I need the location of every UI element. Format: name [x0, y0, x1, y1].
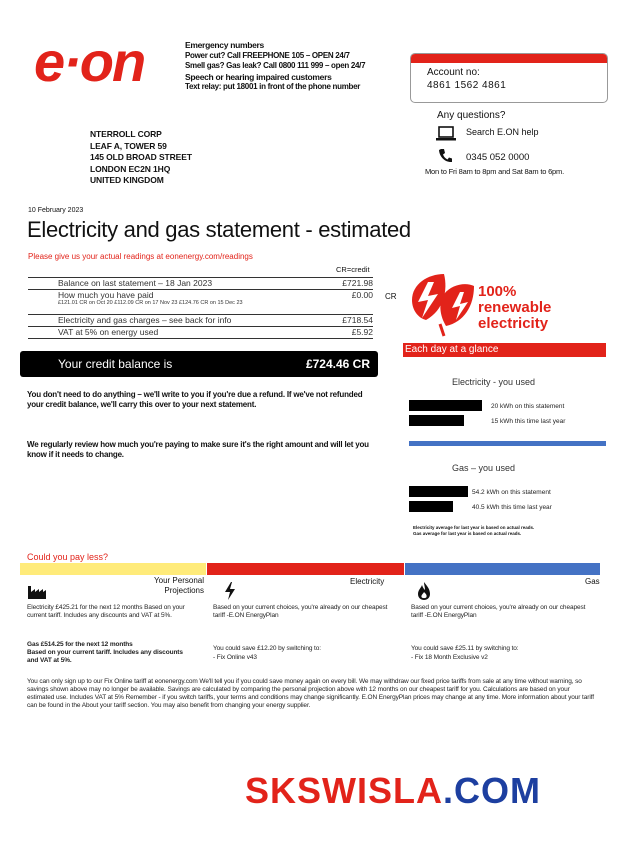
- elec-last-text: 15 kWh this time last year: [491, 418, 566, 425]
- renewable-line: electricity: [478, 315, 549, 332]
- statement-date: 10 February 2023: [28, 207, 84, 214]
- electricity-saving: You could save £12.20 by switching to:: [213, 645, 321, 652]
- personal-gas-projection: Based on your current tariff. Includes any discounts and VAT at 5%.: [27, 649, 183, 664]
- customer-address: [90, 129, 192, 187]
- electricity-saving-tariff: - Fix Online v43: [213, 654, 257, 661]
- emergency-numbers: [185, 40, 365, 93]
- credit-label: Your credit balance is: [58, 357, 173, 371]
- address-line: NTERROLL CORP: [90, 129, 162, 139]
- pay-less-title: Could you pay less?: [27, 552, 109, 562]
- gas-this-bar: [409, 486, 468, 497]
- gas-saving-tariff: - Fix 18 Month Exclusive v2: [411, 654, 488, 661]
- divider-blue: [409, 441, 606, 446]
- band-personal: [20, 563, 206, 575]
- elec-last-bar: [409, 415, 464, 426]
- emergency-line-4: Text relay: put 18001 in front of the phone number: [185, 82, 361, 91]
- gas-last-text: 40.5 kWh this time last year: [472, 504, 552, 511]
- emergency-title: Emergency numbers: [185, 40, 264, 50]
- questions-heading: Any questions?: [437, 110, 506, 121]
- row-label: VAT at 5% on energy used: [58, 327, 159, 337]
- renewable-text: [478, 284, 551, 332]
- personal-gas-projection-heading: Gas £514.25 for the next 12 months: [27, 641, 133, 648]
- statement-row: [28, 314, 373, 326]
- personal-projections-title: [138, 576, 204, 596]
- cr-header: CR=credit: [336, 265, 370, 274]
- credit-value: £724.46 CR: [305, 357, 370, 371]
- account-bar: [411, 54, 607, 63]
- elec-this-text: 20 kWh on this statement: [491, 403, 565, 410]
- laptop-icon: [436, 126, 456, 142]
- glance-header: [403, 343, 606, 357]
- phone-number[interactable]: 0345 052 0000: [466, 152, 530, 163]
- watermark-part: SKSWISLA: [245, 770, 444, 811]
- review-paragraph: We regularly review how much you're paying to make sure it's the right amount and will let you know if it needs to change.: [27, 440, 369, 459]
- row-value: £721.98: [342, 278, 373, 288]
- electricity-usage-title: Electricity - you used: [452, 377, 536, 387]
- renewable-line: 100%: [478, 283, 517, 300]
- gas-usage-title: Gas – you used: [452, 463, 516, 473]
- refund-paragraph: You don't need to do anything – we'll write to you if you're due a refund. If we've not refunded your credit balance, we'll carry this over to your next statement.: [27, 390, 363, 409]
- watermark-part: .COM: [443, 770, 542, 811]
- statement-row: [28, 277, 373, 289]
- opening-hours: Mon to Fri 8am to 8pm and Sat 8am to 6pm.: [425, 167, 564, 176]
- lightning-icon: [223, 581, 237, 601]
- flame-icon: [416, 581, 432, 601]
- watermark: [245, 770, 541, 812]
- electricity-column-title: Electricity: [350, 577, 385, 586]
- elec-this-bar: [409, 400, 482, 411]
- footnote-line: Electricity average for last year is based on actual reads.: [413, 525, 535, 530]
- address-line: LONDON EC2N 1HQ: [90, 163, 171, 174]
- row-value: £5.92: [351, 327, 373, 337]
- row-label: How much you have paid: [58, 290, 154, 300]
- statement-title: Electricity and gas statement - estimated: [27, 217, 411, 242]
- emergency-line-1: Power cut? Call FREEPHONE 105 – OPEN 24/7: [185, 50, 350, 60]
- row-value: £0.00: [351, 290, 373, 300]
- emergency-line-2: Smell gas? Gas leak? Call 0800 111 999 – open 24/7: [185, 61, 366, 70]
- account-box: [410, 53, 608, 103]
- band-electricity: [207, 563, 404, 575]
- address-line: 145 OLD BROAD STREET: [90, 152, 192, 162]
- band-gas: [405, 563, 600, 575]
- personal-electricity-projection: Electricity £425.21 for the next 12 months Based on your current tariff. Includes any discounts and VAT at 5%.: [27, 604, 185, 619]
- gas-saving: You could save £25.11 by switching to:: [411, 645, 519, 652]
- glance-title: Each day at a glance: [405, 344, 499, 355]
- electricity-current-tariff: Based on your current choices, you're already on our cheapest tariff -E.ON EnergyPlan: [213, 604, 388, 619]
- cr-mark: CR: [385, 292, 397, 301]
- help-link[interactable]: Search E.ON help: [466, 127, 539, 137]
- personal-title-line: Projections: [164, 586, 204, 595]
- account-number: 4861 1562 4861: [427, 80, 507, 91]
- gas-last-bar: [409, 501, 453, 512]
- readings-link[interactable]: Please give us your actual readings at eonenergy.com/readings: [28, 252, 253, 261]
- eon-logo: e·on: [34, 30, 145, 93]
- gas-current-tariff: Based on your current choices, you're already on our cheapest tariff -E.ON EnergyPlan: [411, 604, 586, 619]
- row-label: Balance on last statement – 18 Jan 2023: [58, 278, 213, 288]
- personal-title-line: Your Personal: [154, 576, 204, 585]
- statement-row: [28, 326, 373, 339]
- row-subtext: £121.01 CR on Oct 20 £112.09 CR on 17 Nov 23 £124.76 CR on 15 Dec 23: [58, 300, 243, 306]
- usage-footnote: [413, 525, 534, 537]
- factory-icon: [27, 582, 47, 600]
- footnote-line: Gas average for last year is based on actual reads.: [413, 531, 522, 536]
- renewable-line: renewable: [478, 299, 552, 316]
- account-label: Account no:: [427, 67, 480, 78]
- row-label: Electricity and gas charges – see back for info: [58, 315, 232, 325]
- tariff-footer-text: You can only sign up to our Fix Online tariff at eonenergy.com We'll tell you if you could save money again on every bill. We may withdraw our fixed price tariffs from sale at any time without warning, so savings shown above may no longer be available. Savings are calculated by comparing the personal projection above with 12 months on our cheapest tariff for you. Calculations are based on your estimated use. Includes VAT at 5% Remember - if you switch tariffs, your terms and conditions may change significantly. E.ON EnergyPlan prices may change at any time. More information about your tariff can be found in the About your tariff section. You may also benefit from changing your energy supplier.: [27, 678, 594, 709]
- row-value: £718.54: [342, 315, 373, 325]
- gas-column-title: Gas: [585, 577, 600, 586]
- statement-row: [28, 289, 373, 314]
- gas-this-text: 54.2 kWh on this statement: [472, 489, 551, 496]
- address-line: LEAF A, TOWER 59: [90, 140, 167, 151]
- phone-icon: [438, 148, 452, 164]
- address-line: UNITED KINGDOM: [90, 175, 164, 185]
- credit-balance-box: [20, 351, 378, 377]
- emergency-line-3: Speech or hearing impaired customers: [185, 71, 332, 82]
